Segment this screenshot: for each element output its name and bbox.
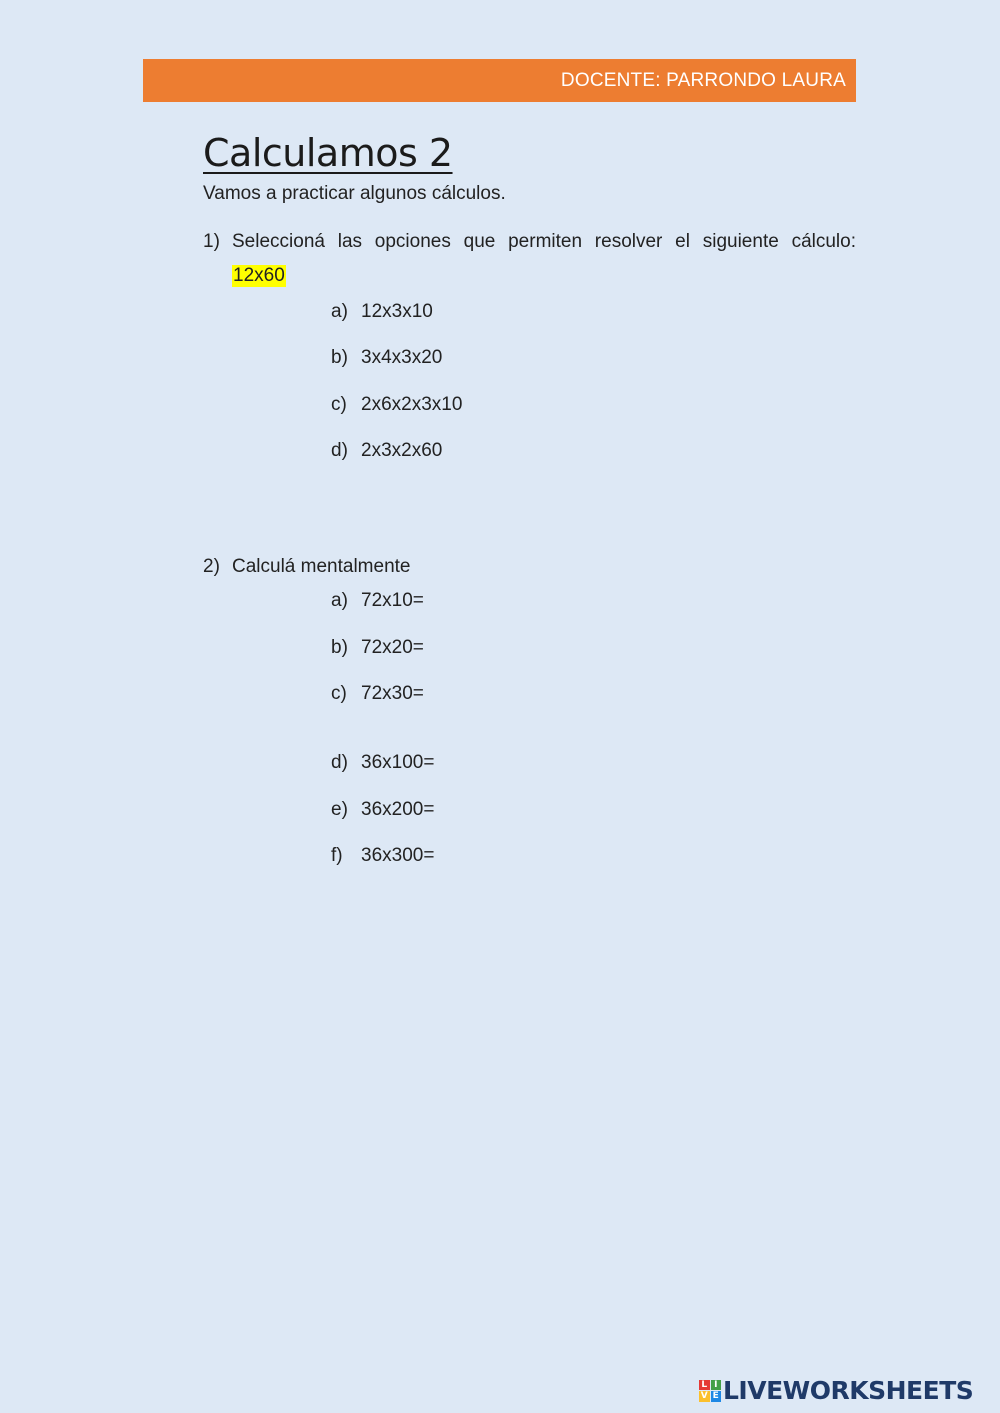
question-1 (203, 231, 856, 253)
calc-expression: 72x20= (361, 637, 424, 658)
logo-tile-l: L (699, 1380, 710, 1391)
option-letter: d) (331, 440, 348, 461)
question-1-number: 1) (203, 231, 220, 252)
option-value: 2x3x2x60 (361, 440, 443, 461)
page-title: Calculamos 2 (203, 131, 453, 175)
calc-letter: b) (331, 637, 348, 658)
option-letter: c) (331, 394, 347, 415)
logo-tile-v: V (700, 1391, 708, 1402)
option-value: 3x4x3x20 (361, 347, 443, 368)
teacher-name: DOCENTE: PARRONDO LAURA (560, 70, 846, 91)
header-band (143, 59, 856, 102)
calc-letter: a) (331, 590, 348, 611)
calc-letter: e) (331, 799, 348, 820)
option-d[interactable] (331, 440, 442, 462)
calc-expression: 36x100= (361, 752, 435, 773)
option-value: 2x6x2x3x10 (361, 394, 463, 415)
calc-item-f[interactable] (331, 845, 434, 867)
calc-expression: 36x300= (361, 845, 435, 866)
option-b[interactable] (331, 347, 442, 369)
calc-expression: 72x10= (361, 590, 424, 611)
calc-expression: 36x200= (361, 799, 435, 820)
calc-letter: c) (331, 683, 347, 704)
logo-tile-e: E (711, 1391, 722, 1402)
logo-tile-i: I (711, 1380, 722, 1391)
liveworksheets-logo-icon (699, 1380, 721, 1402)
calc-item-e[interactable] (331, 799, 434, 821)
calc-item-d[interactable] (331, 752, 434, 774)
calc-letter: d) (331, 752, 348, 773)
option-letter: a) (331, 301, 348, 322)
question-1-text: Seleccioná las opciones que permiten resolver el siguiente cálculo: (232, 231, 856, 252)
calc-item-c[interactable] (331, 683, 424, 705)
calc-item-a[interactable] (331, 590, 424, 612)
option-a[interactable] (331, 301, 433, 323)
calc-expression: 72x30= (361, 683, 424, 704)
option-c[interactable] (331, 394, 462, 416)
question-2 (203, 556, 410, 578)
liveworksheets-brand[interactable] (699, 1376, 973, 1405)
option-letter: b) (331, 347, 348, 368)
question-1-expression: 12x60 (233, 265, 285, 286)
page-subtitle: Vamos a practicar algunos cálculos. (203, 183, 506, 204)
brand-text: LIVEWORKSHEETS (723, 1376, 974, 1405)
question-2-text: Calculá mentalmente (232, 556, 411, 577)
calc-item-b[interactable] (331, 637, 424, 659)
option-value: 12x3x10 (361, 301, 433, 322)
question-2-number: 2) (203, 556, 220, 577)
calc-letter: f) (331, 845, 343, 866)
